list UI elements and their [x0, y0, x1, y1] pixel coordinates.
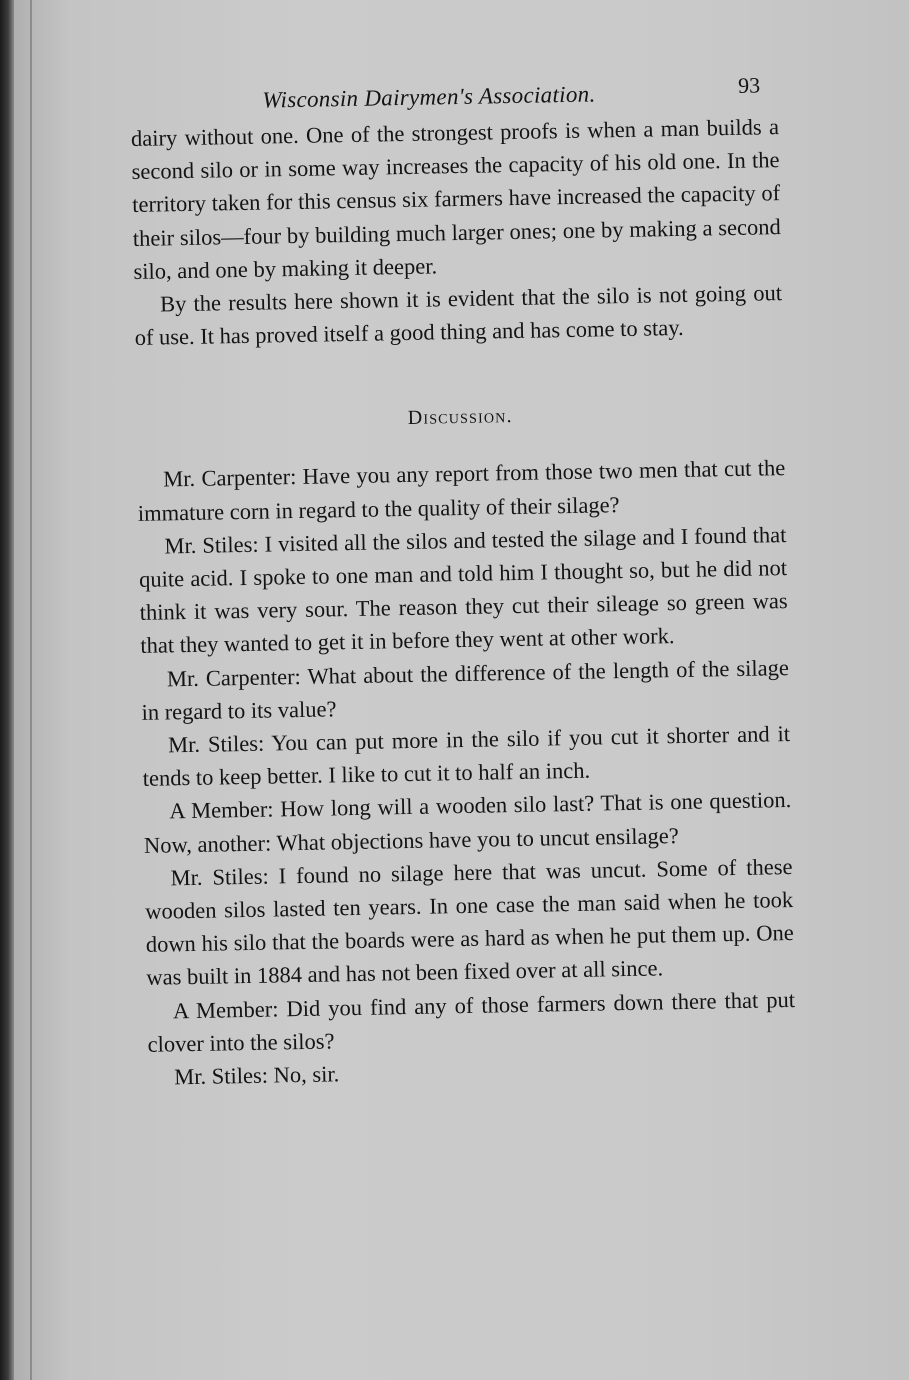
dialogue-paragraph [137, 451, 786, 529]
dialogue-text: Have you any report from those two men that cut the immature corn in regard to the quality of their silage? [137, 455, 786, 526]
dialogue-paragraph [138, 518, 788, 663]
dialogue-text: Did you find any of those farmers down there that put clover into the silos? [147, 986, 796, 1057]
speaker-label: Mr. Stiles: [167, 730, 265, 758]
dialogue-paragraph [143, 783, 792, 861]
running-title: Wisconsin Dairymen's Association. [262, 81, 596, 113]
dialogue-paragraph [147, 983, 796, 1061]
dialogue-text: What about the difference of the length of the silage in regard to its value? [141, 654, 790, 725]
book-binding-shadow [0, 0, 14, 1380]
speaker-label: Mr. Stiles: [174, 1062, 269, 1090]
dialogue-text: How long will a wooden silo last? That is one question. Now, another: What objections have you to uncut ensilage? [143, 787, 792, 858]
dialogue-text: You can put more in the silo if you cut it shorter and it tends to keep better. I like to cut it to half an inch. [142, 721, 791, 792]
gutter-line [30, 0, 32, 1380]
paragraph-conclusion: By the results here shown it is evident that the silo is not going out of use. It has proved itself a good thing and has come to stay. [134, 280, 783, 351]
dialogue-text: I visited all the silos and tested the silage and I found that quite acid. I spoke to one man and told him I thought so, but he did not think it was very sour. The reason they cut their sileage so green was that they wanted to get it in before they went at other work. [138, 521, 788, 659]
dialogue-paragraph [142, 717, 791, 795]
dialogue-text: I found no silage here that was uncut. Some of these wooden silos lasted ten years. In one case the man said when he took down his silo that the boards were as hard as when he put them up. One was built in 1884 and has not been fixed over at all since. [144, 853, 794, 991]
speaker-label: Mr. Carpenter: [166, 663, 302, 692]
speaker-label: Mr. Carpenter: [163, 464, 297, 492]
dialogue-paragraph [141, 651, 790, 729]
dialogue-paragraph [144, 850, 794, 995]
page-number: 93 [737, 72, 761, 98]
speaker-label: Mr. Stiles: [170, 863, 269, 891]
page-text-block [130, 70, 796, 1094]
speaker-label: A Member: [169, 796, 274, 824]
speaker-label: Mr. Stiles: [164, 531, 259, 559]
speaker-label: A Member: [172, 996, 279, 1024]
dialogue-text: No, sir. [273, 1061, 340, 1088]
paragraph-continuation: dairy without one. One of the strongest proofs is when a man builds a second silo or in some way increases the capacity of his old one. In the territory taken for this census six farmers have increased the capacity of their silos—four by building much larger ones; one by making a second silo, and one by making it deeper. [130, 114, 781, 284]
section-heading: Discussion. [407, 405, 513, 430]
